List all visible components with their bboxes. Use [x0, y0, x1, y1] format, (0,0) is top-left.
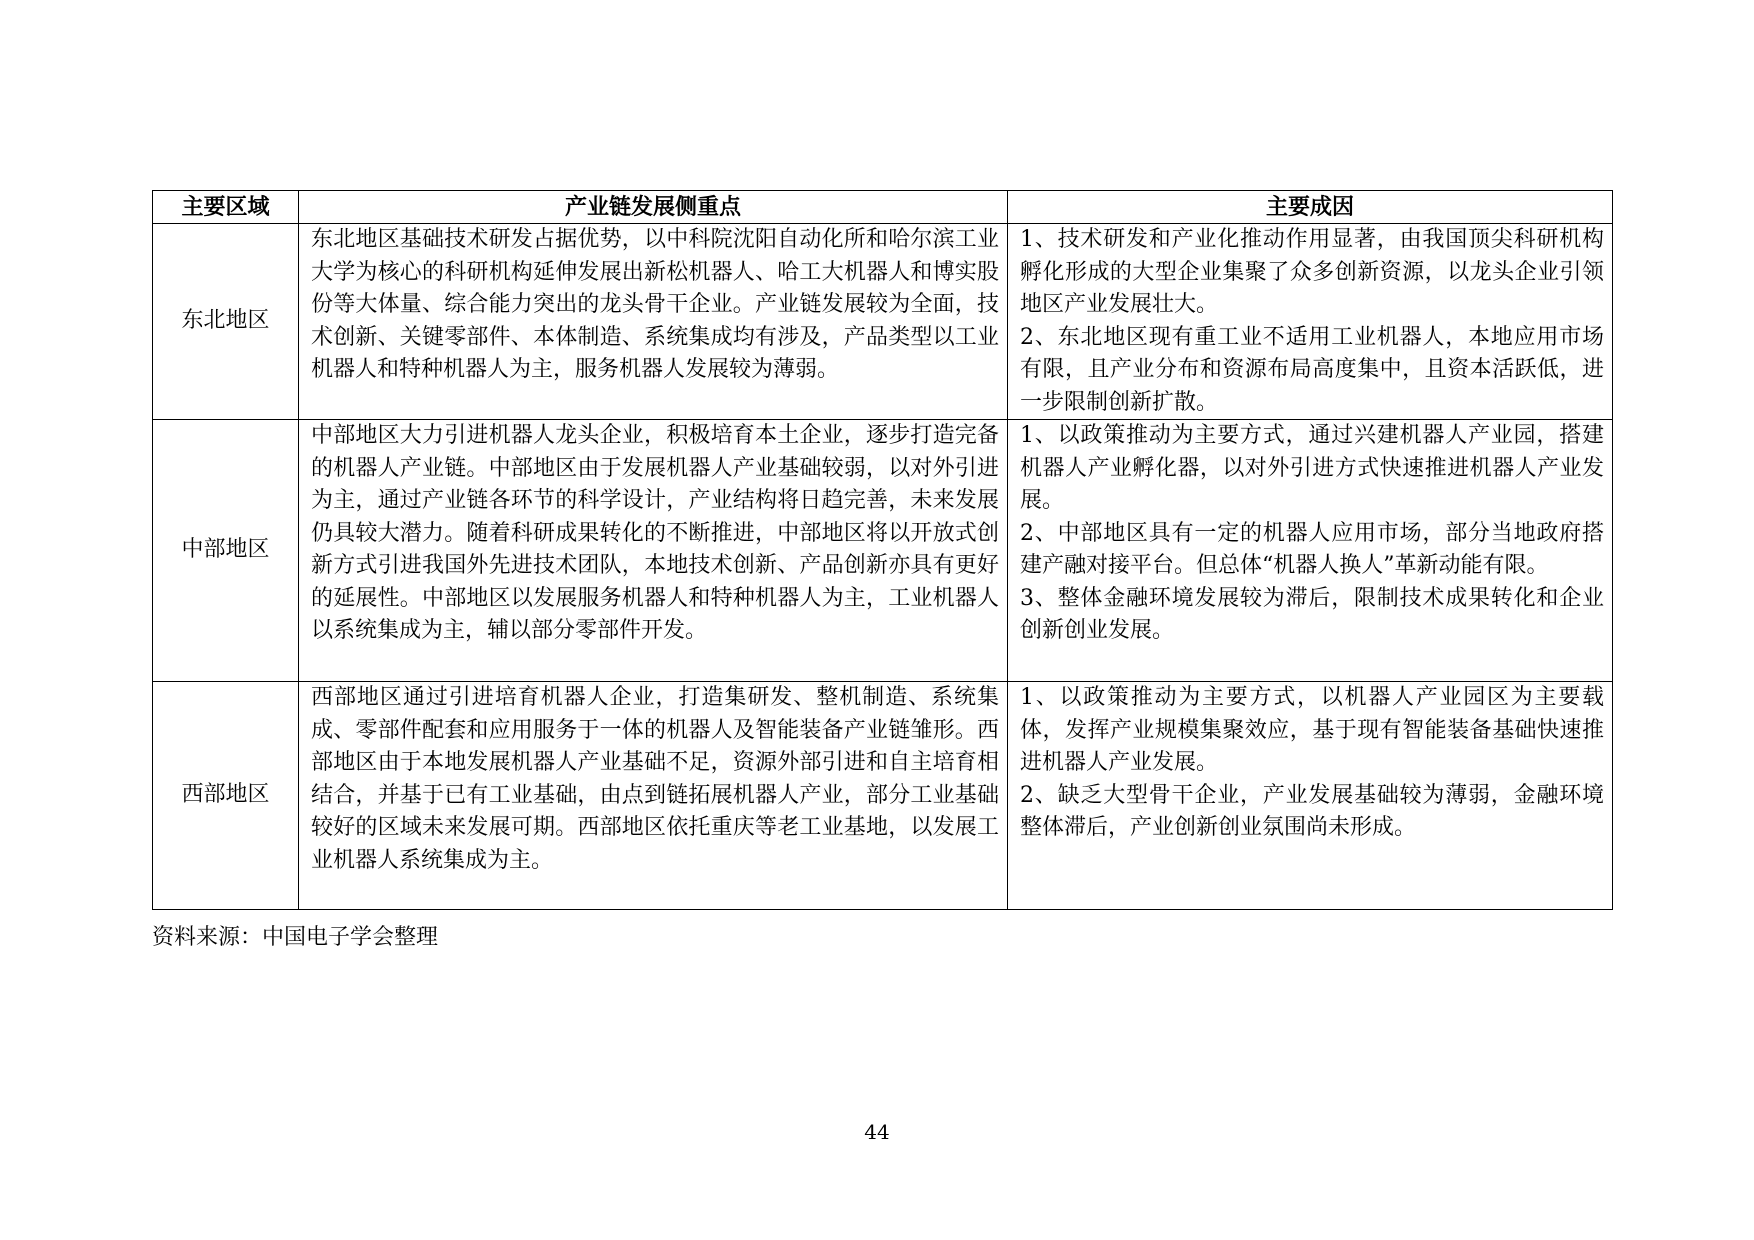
region-cell: 西部地区	[153, 682, 299, 910]
cause-item: 1、以政策推动为主要方式，以机器人产业园区为主要载体，发挥产业规模集聚效应，基于现有智能装备基础快速推进机器人产业发展。	[1020, 685, 1604, 775]
focus-cell	[299, 420, 1008, 682]
cause-item: 1、技术研发和产业化推动作用显著，由我国顶尖科研机构孵化形成的大型企业集聚了众多创新资源，以龙头企业引领地区产业发展壮大。	[1020, 227, 1604, 317]
header-focus: 产业链发展侧重点	[299, 191, 1008, 224]
region-comparison-table-wrapper	[152, 190, 1612, 910]
region-cell: 中部地区	[153, 420, 299, 682]
table-row-northeast	[153, 224, 1613, 420]
source-note: 资料来源：中国电子学会整理	[152, 925, 439, 950]
cause-item: 1、以政策推动为主要方式，通过兴建机器人产业园，搭建机器人产业孵化器，以对外引进方式快速推进机器人产业发展。	[1020, 423, 1604, 513]
cause-item: 2、缺乏大型骨干企业，产业发展基础较为薄弱，金融环境整体滞后，产业创新创业氛围尚未形成。	[1020, 782, 1604, 840]
table-row-west	[153, 682, 1613, 910]
table-header-row	[153, 191, 1613, 224]
causes-cell	[1008, 224, 1613, 420]
header-causes: 主要成因	[1008, 191, 1613, 224]
focus-text: 中部地区大力引进机器人龙头企业，积极培育本土企业，逐步打造完备的机器人产业链。中部地区由于发展机器人产业基础较弱，以对外引进为主，通过产业链各环节的科学设计，产业结构将日趋完善，未来发展仍具较大潜力。随着科研成果转化的不断推进，中部地区将以开放式创新方式引进我国外先进技术团队，本地技术创新、产品创新亦具有更好的延展性。中部地区以发展服务机器人和特种机器人为主，工业机器人以系统集成为主，辅以部分零部件开发。	[311, 423, 999, 643]
focus-cell	[299, 224, 1008, 420]
page-number: 44	[864, 1120, 890, 1144]
cause-item: 2、中部地区具有一定的机器人应用市场，部分当地政府搭建产融对接平台。但总体“机器人换人”革新动能有限。	[1020, 520, 1604, 578]
cause-item: 3、整体金融环境发展较为滞后，限制技术成果转化和企业创新创业发展。	[1020, 585, 1604, 643]
causes-cell	[1008, 420, 1613, 682]
focus-cell	[299, 682, 1008, 910]
causes-cell	[1008, 682, 1613, 910]
table-row-central	[153, 420, 1613, 682]
cause-item: 2、东北地区现有重工业不适用工业机器人，本地应用市场有限，且产业分布和资源布局高度集中，且资本活跃低，进一步限制创新扩散。	[1020, 324, 1604, 415]
focus-text: 西部地区通过引进培育机器人企业，打造集研发、整机制造、系统集成、零部件配套和应用服务于一体的机器人及智能装备产业链雏形。西部地区由于本地发展机器人产业基础不足，资源外部引进和自主培育相结合，并基于已有工业基础，由点到链拓展机器人产业，部分工业基础较好的区域未来发展可期。西部地区依托重庆等老工业基地，以发展工业机器人系统集成为主。	[311, 685, 999, 873]
focus-text: 东北地区基础技术研发占据优势，以中科院沈阳自动化所和哈尔滨工业大学为核心的科研机构延伸发展出新松机器人、哈工大机器人和博实股份等大体量、综合能力突出的龙头骨干企业。产业链发展较为全面，技术创新、关键零部件、本体制造、系统集成均有涉及，产品类型以工业机器人和特种机器人为主，服务机器人发展较为薄弱。	[311, 227, 999, 382]
header-region: 主要区域	[153, 191, 299, 224]
region-cell: 东北地区	[153, 224, 299, 420]
region-comparison-table	[152, 190, 1613, 910]
